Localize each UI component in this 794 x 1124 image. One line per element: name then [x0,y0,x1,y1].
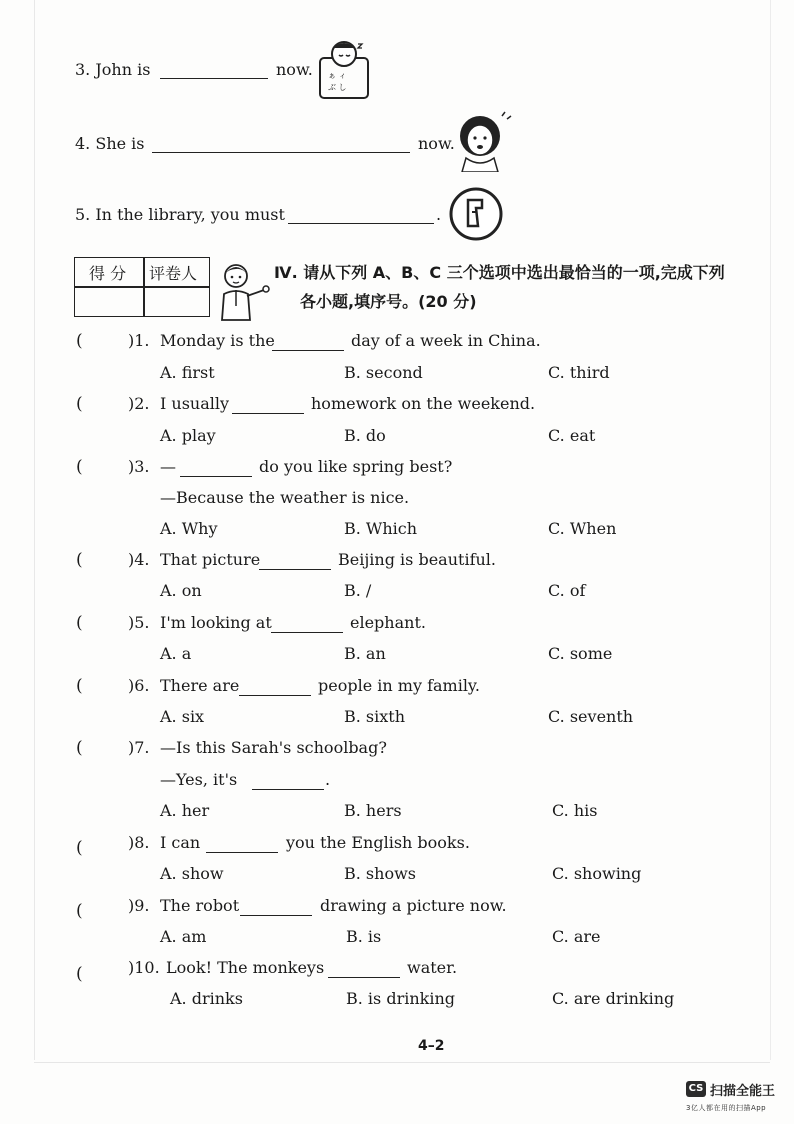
question-number: )9. [128,896,150,915]
question-stem-line2: —Because the weather is nice. [160,488,410,507]
option-b[interactable]: B. / [344,581,372,600]
option-a[interactable]: A. am [160,927,207,946]
question-stem-end: people in my family. [318,676,480,695]
scanner-logo-icon: CS [686,1081,706,1097]
question-3-text-end: now. [276,60,313,79]
option-b[interactable]: B. an [344,644,386,663]
answer-paren[interactable]: ( [76,901,83,921]
page-edge [34,1062,770,1063]
option-b[interactable]: B. shows [344,864,416,883]
answer-blank[interactable] [272,350,344,351]
svg-text:ぁ ィ: ぁ ィ [328,71,347,80]
question-stem-end: day of a week in China. [351,331,541,350]
option-a[interactable]: A. drinks [170,989,243,1008]
option-b[interactable]: B. is drinking [346,989,456,1008]
option-c[interactable]: C. his [552,801,598,820]
girl-speaking-illustration [454,110,514,172]
svg-text:ぶ し: ぶ し [328,83,347,92]
answer-blank[interactable] [328,977,400,978]
answer-paren[interactable]: ( [76,457,83,477]
question-stem: Look! The monkeys [166,958,325,977]
page-edge [770,0,771,1060]
question-stem: There are [160,676,240,695]
score-table [74,257,210,317]
option-c[interactable]: C. are [552,927,601,946]
answer-paren[interactable]: ( [76,964,83,984]
option-c[interactable]: C. third [548,363,610,382]
question-stem: Monday is the [160,331,275,350]
teacher-pointing-illustration [214,260,272,322]
answer-blank[interactable] [240,915,312,916]
option-b[interactable]: B. is [346,927,382,946]
option-a[interactable]: A. Why [160,519,218,538]
answer-blank[interactable] [259,569,331,570]
scanner-app-name: 扫描全能王 [710,1084,776,1099]
answer-paren[interactable]: ( [76,676,83,696]
option-a[interactable]: A. play [160,426,216,445]
option-b[interactable]: B. hers [344,801,402,820]
option-c[interactable]: C. showing [552,864,642,883]
question-4-text: 4. She is [75,134,145,153]
option-c[interactable]: C. some [548,644,613,663]
question-5-text: 5. In the library, you must [75,205,285,224]
question-5-text-end: . [436,205,442,224]
option-c[interactable]: C. of [548,581,586,600]
answer-blank[interactable] [239,695,311,696]
question-stem: —Is this Sarah's schoolbag? [160,738,387,757]
question-stem-end: homework on the weekend. [311,394,536,413]
answer-blank[interactable] [288,223,434,224]
question-number: )3. [128,457,150,476]
question-stem: I'm looking at [160,613,272,632]
grader-label: 评卷人 [149,264,198,283]
answer-blank[interactable] [232,413,304,414]
question-stem: I usually [160,394,230,413]
option-a[interactable]: A. show [160,864,224,883]
question-stem-end: water. [407,958,458,977]
question-stem-end: elephant. [350,613,426,632]
answer-paren[interactable]: ( [76,613,83,633]
answer-paren[interactable]: ( [76,838,83,858]
table-divider [75,286,209,288]
question-stem-end: you the English books. [286,833,470,852]
question-stem-end: drawing a picture now. [320,896,507,915]
section-title-line2: 各小题,填序号。(20 分) [300,292,477,311]
answer-paren[interactable]: ( [76,394,83,414]
question-number: )10. [128,958,160,977]
question-stem: The robot [160,896,240,915]
question-number: )2. [128,394,150,413]
section-title: Ⅳ. 请从下列 A、B、C 三个选项中选出最恰当的一项,完成下列 [274,263,725,282]
question-stem: I can [160,833,201,852]
question-stem-end: Beijing is beautiful. [338,550,496,569]
question-stem: That picture [160,550,261,569]
question-4-text-end: now. [418,134,455,153]
answer-blank[interactable] [180,476,252,477]
option-a[interactable]: A. a [160,644,192,663]
question-stem-end: do you like spring best? [259,457,453,476]
quiet-sign-icon [448,186,504,242]
option-c[interactable]: C. When [548,519,617,538]
answer-blank[interactable] [152,152,410,153]
page-number: 4–2 [418,1038,445,1054]
option-b[interactable]: B. Which [344,519,418,538]
option-c[interactable]: C. eat [548,426,596,445]
answer-paren[interactable]: ( [76,550,83,570]
option-a[interactable]: A. first [160,363,215,382]
question-number: )6. [128,676,150,695]
scanner-tagline: 3亿人都在用的扫描App [686,1104,767,1112]
option-a[interactable]: A. on [160,581,202,600]
option-c[interactable]: C. seventh [548,707,634,726]
answer-blank[interactable] [252,789,324,790]
question-stem-line2: —Yes, it's [160,770,238,789]
option-a[interactable]: A. her [160,801,210,820]
option-b[interactable]: B. sixth [344,707,406,726]
question-number: )8. [128,833,150,852]
question-number: )5. [128,613,150,632]
question-3-text: 3. John is [75,60,151,79]
score-label: 得 分 [89,264,127,283]
answer-blank[interactable] [271,632,343,633]
page-edge [34,0,35,1060]
option-b[interactable]: B. second [344,363,423,382]
question-number: )4. [128,550,150,569]
question-number: )7. [128,738,150,757]
question-number: )1. [128,331,150,350]
answer-paren[interactable]: ( [76,331,83,351]
option-a[interactable]: A. six [160,707,205,726]
answer-paren[interactable]: ( [76,738,83,758]
sleeping-boy-illustration [314,38,376,102]
question-stem: — [160,457,176,476]
option-b[interactable]: B. do [344,426,386,445]
question-stem-end: . [325,770,331,789]
answer-blank[interactable] [160,78,268,79]
answer-blank[interactable] [206,852,278,853]
option-c[interactable]: C. are drinking [552,989,675,1008]
